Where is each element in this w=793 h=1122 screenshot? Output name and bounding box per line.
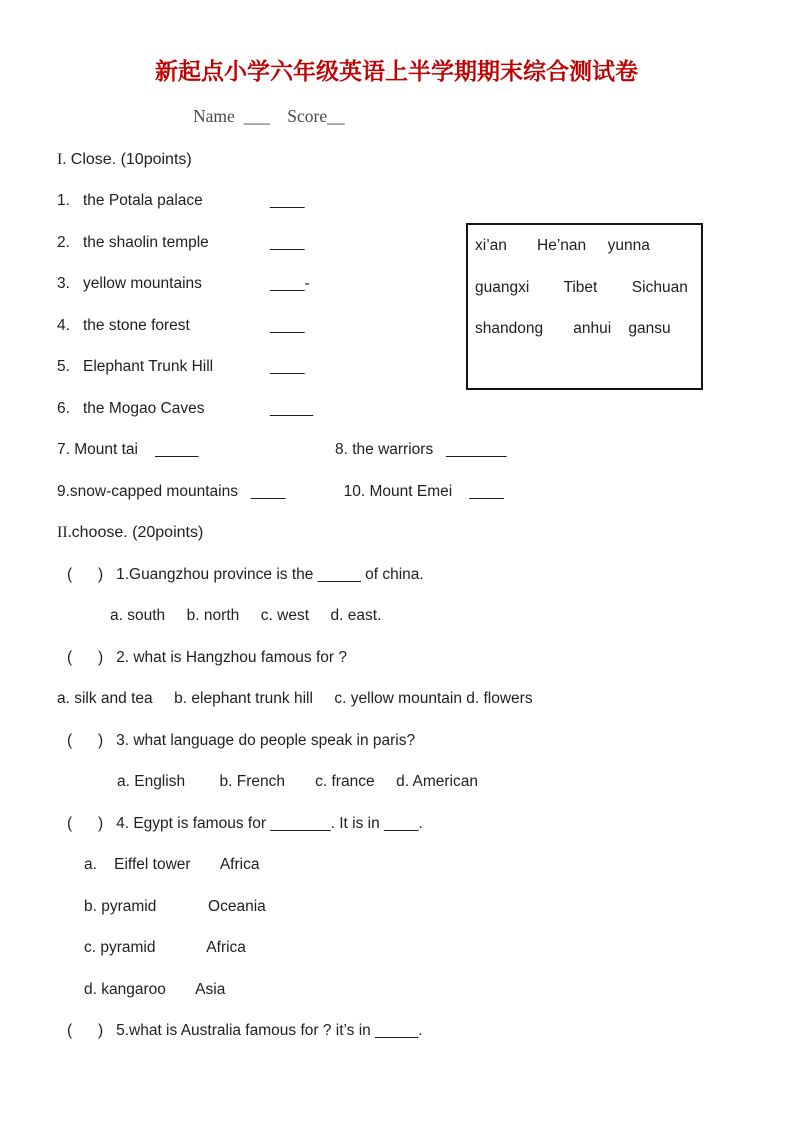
item-number: 6. [57, 399, 70, 417]
section1-numeral: I. [57, 150, 67, 168]
section2-numeral: II. [57, 524, 72, 541]
item-blank: ____ [270, 192, 305, 209]
page-title: 新起点小学六年级英语上半学期期末综合测试卷 [155, 58, 638, 84]
name-score-line: Name ___ Score__ [193, 106, 345, 126]
close-item-1 [57, 191, 793, 211]
item-blank: _____ [270, 399, 314, 417]
question-2-options: a. silk and tea b. elephant trunk hill c. yellow mountain d. flowers [57, 690, 533, 707]
close-item-9: 9.snow-capped mountains ____ [57, 482, 286, 500]
question-3: ( ) 3. what language do people speak in paris? [67, 731, 416, 749]
close-item-8: 8. the warriors _______ [335, 441, 507, 458]
item-blank: ____ [270, 275, 305, 292]
item-number: 4. [57, 316, 70, 334]
item-text: Elephant Trunk Hill [83, 358, 214, 375]
item-blank: ____ [270, 316, 305, 334]
item-blank: ____ [270, 358, 305, 375]
item-text: the stone forest [83, 316, 190, 334]
question-3-options: a. English b. French c. france d. American [117, 773, 478, 790]
close-item-6 [57, 399, 793, 419]
word-bank-row-2: guangxi Tibet Sichuan [475, 278, 688, 296]
section2-heading-text: choose. (20points) [71, 524, 204, 541]
item-suffix: - [304, 275, 310, 292]
item-blank: ____ [270, 233, 305, 251]
section1-heading-text: Close. (10points) [66, 150, 192, 168]
close-item-7: 7. Mount tai _____ [57, 441, 199, 458]
question-5: ( ) 5.what is Australia famous for ? it’s in _____. [67, 1022, 423, 1039]
item-text: the Mogao Caves [83, 399, 205, 417]
question-1: ( ) 1.Guangzhou province is the _____ of china. [67, 565, 424, 583]
close-items-7-8 [57, 440, 793, 460]
item-number: 3. [57, 275, 70, 292]
question-4-option-c: c. pyramid Africa [84, 939, 246, 956]
word-bank-row-1: xi’an He’nan yunna [475, 237, 650, 254]
question-4: ( ) 4. Egypt is famous for _______. It is in ____. [67, 814, 423, 832]
item-text: yellow mountains [83, 275, 202, 292]
question-2: ( ) 2. what is Hangzhou famous for ? [67, 648, 347, 666]
item-number: 1. [57, 192, 70, 209]
item-number: 5. [57, 358, 70, 375]
section1-heading [57, 150, 793, 170]
close-item-10: 10. Mount Emei ____ [335, 482, 504, 500]
close-items-9-10 [57, 482, 793, 502]
item-text: the Potala palace [83, 192, 203, 209]
question-4-option-b: b. pyramid Oceania [84, 897, 266, 915]
word-bank-row-3: shandong anhui gansu [475, 320, 671, 337]
question-4-option-d: d. kangaroo Asia [84, 980, 226, 998]
item-text: the shaolin temple [83, 233, 209, 251]
question-1-options: a. south b. north c. west d. east. [110, 607, 382, 624]
question-4-option-a: a. Eiffel tower Africa [84, 856, 260, 873]
word-bank-box [466, 223, 703, 390]
item-number: 2. [57, 233, 70, 251]
section2-heading [57, 523, 793, 543]
